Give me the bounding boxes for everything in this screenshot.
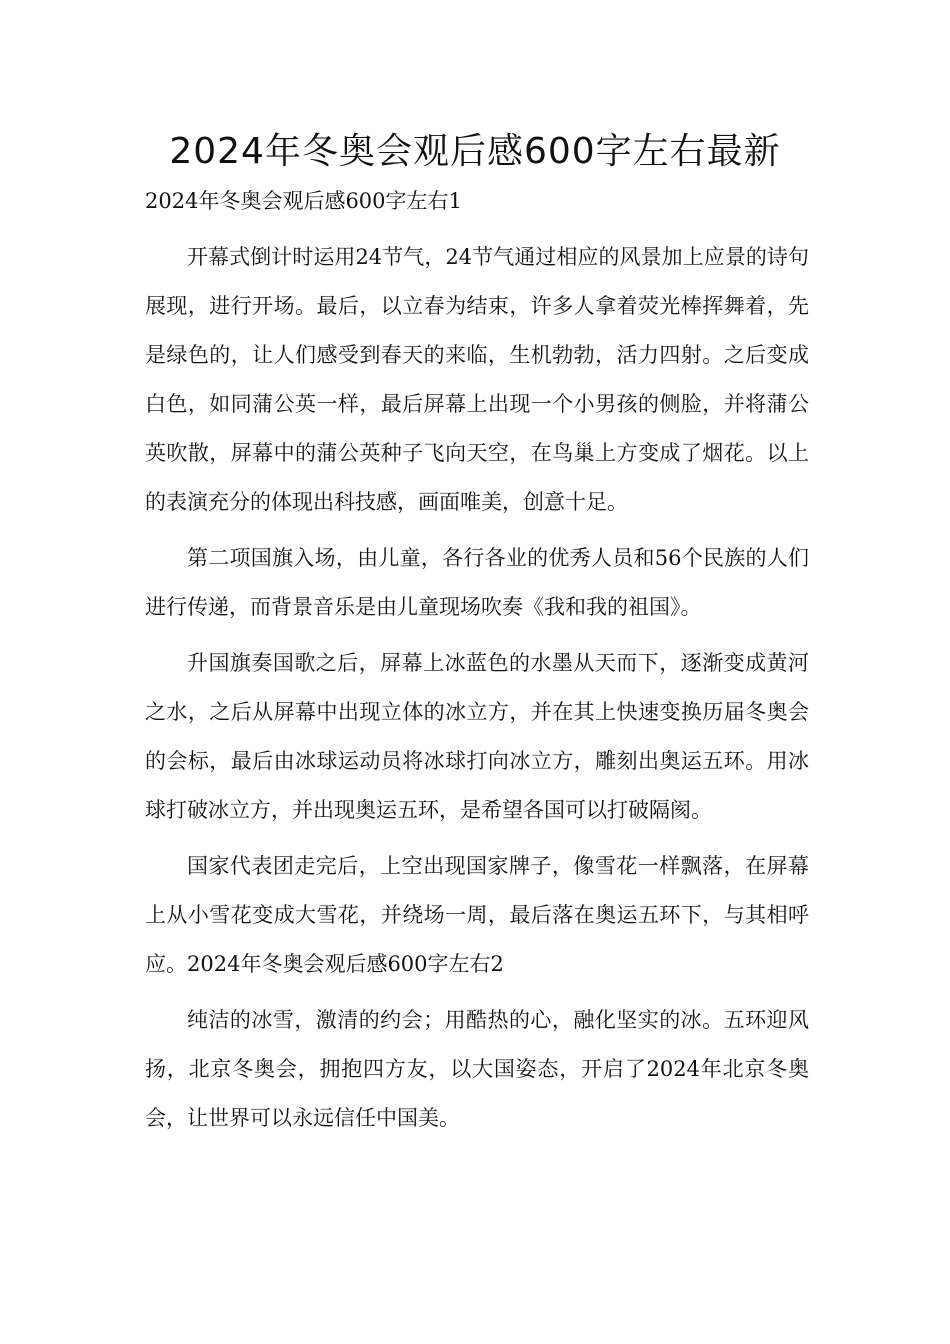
paragraph-4 [145,842,809,989]
paragraph-2: 第二项国旗入场，由儿童，各行各业的优秀人员和56个民族的人们进行传递，而背景音乐是由儿童现场吹奏《我和我的祖国》。 [145,546,809,619]
paragraph-5: 纯洁的冰雪，激清的约会；用酷热的心，融化坚实的冰。五环迎风扬，北京冬奥会，拥抱四方友，以大国姿态，开启了2024年北京冬奥会，让世界可以永远信任中国美。 [145,1008,809,1130]
paragraph-1: 开幕式倒计时运用24节气，24节气通过相应的风景加上应景的诗句展现，进行开场。最后，以立春为结束，许多人拿着荧光棒挥舞着，先是绿色的，让人们感受到春天的来临，生机勃勃，活力四射。之后变成白色，如同蒲公英一样，最后屏幕上出现一个小男孩的侧脸，并将蒲公英吹散，屏幕中的蒲公英种子飞向天空，在鸟巢上方变成了烟花。以上的表演充分的体现出科技感，画面唯美，创意十足。 [145,245,809,514]
document-body [145,186,809,1143]
document-title: 2024年冬奥会观后感600字左右最新 [169,131,781,172]
paragraph-3: 升国旗奏国歌之后，屏幕上冰蓝色的水墨从天而下，逐渐变成黄河之水，之后从屏幕中出现立体的冰立方，并在其上快速变换历届冬奥会的会标，最后由冰球运动员将冰球打向冰立方，雕刻出奥运五环。用冰球打破冰立方，并出现奥运五环，是希望各国可以打破隔阂。 [145,651,809,822]
paragraph-4-text: 国家代表团走完后，上空出现国家牌子，像雪花一样飘落，在屏幕上从小雪花变成大雪花，并绕场一周，最后落在奥运五环下，与其相呼应。 [145,854,809,976]
section-heading-2: 2024年冬奥会观后感600字左右2 [187,952,504,976]
section-heading-1: 2024年冬奥会观后感600字左右1 [145,189,462,213]
